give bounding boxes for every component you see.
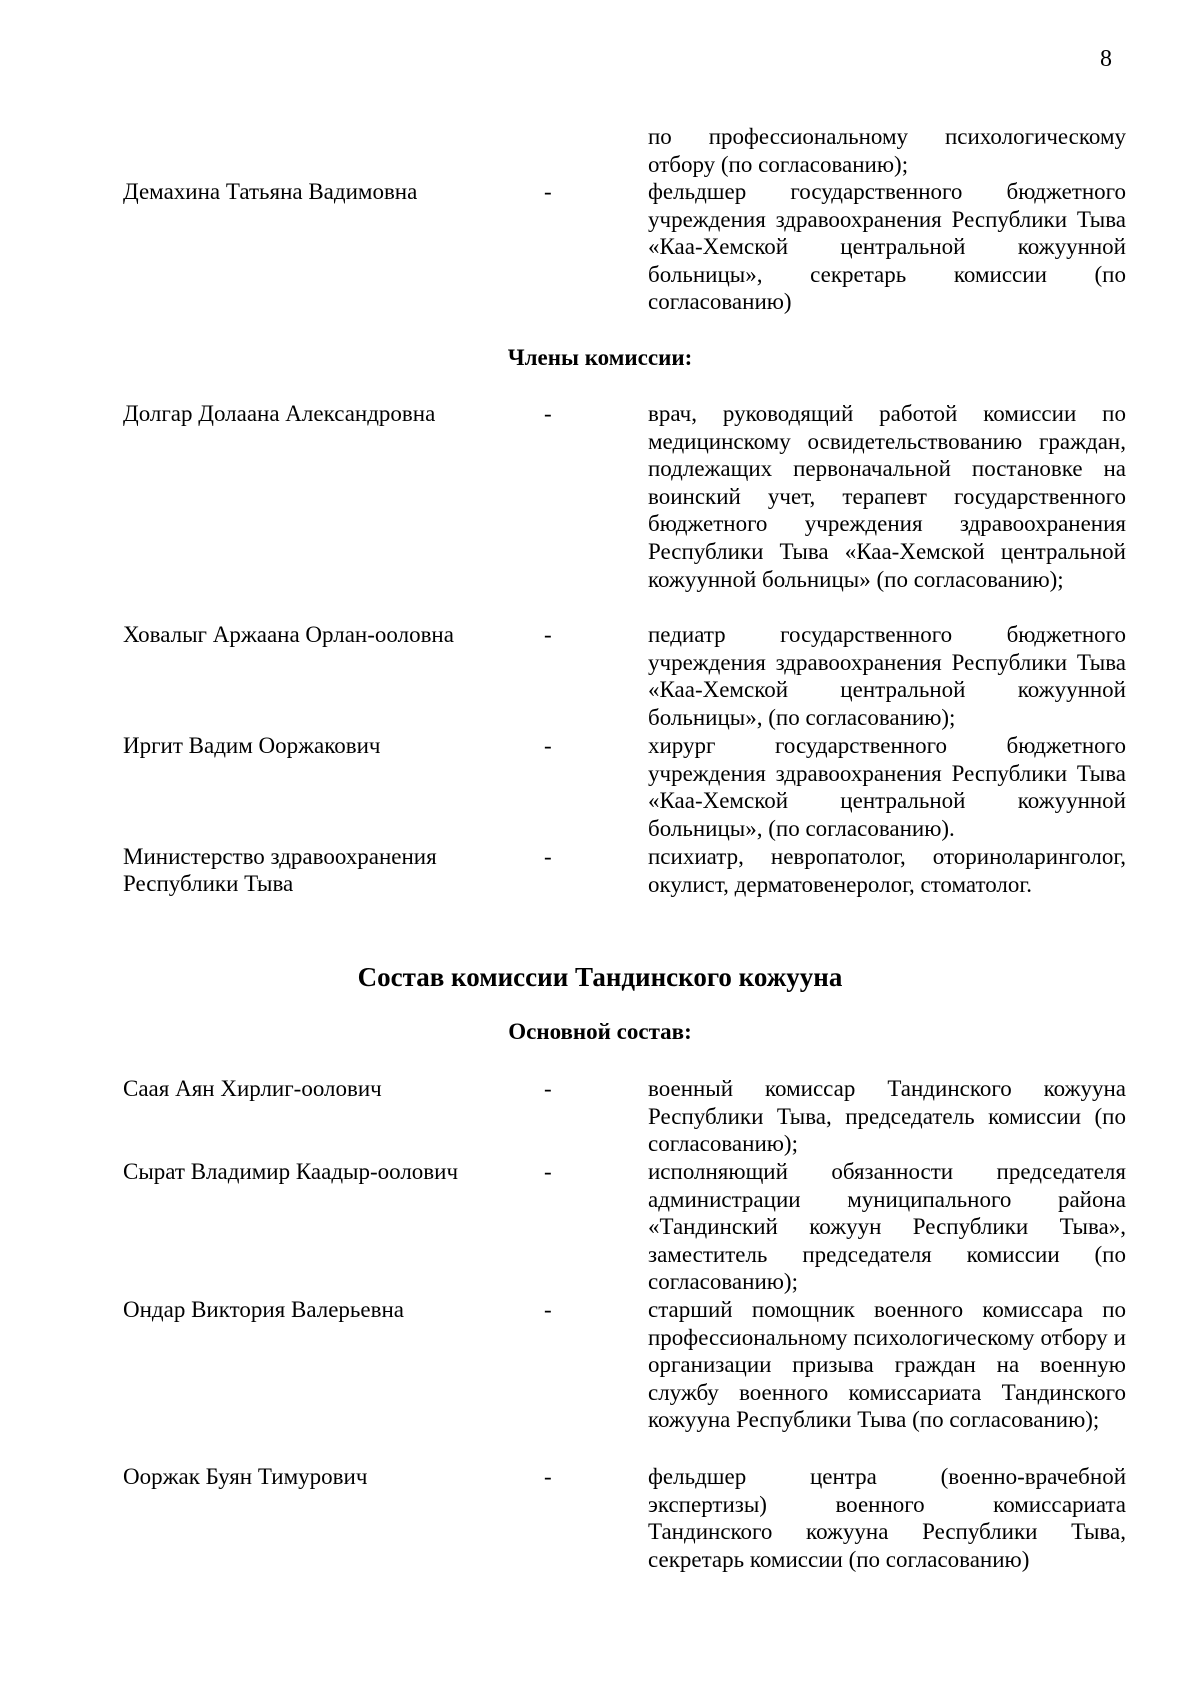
person-role: психиатр, невропатолог, оториноларинголог, окулист, дерматовенеролог, стоматолог.	[648, 844, 1126, 897]
person-role: старший помощник военного комиссара по профессиональному психологическому отбору и организации призыва граждан на военную службу военного комиссариата Тандинского кожууна Республики Тыва (по согласованию);	[648, 1297, 1126, 1433]
person-name: Иргит Вадим Ооржакович	[123, 733, 381, 758]
page-number: 8	[1100, 46, 1112, 72]
dash-separator: -	[544, 622, 552, 647]
person-role: фельдшер государственного бюджетного учреждения здравоохранения Республики Тыва «Каа-Хемской центральной кожуунной больницы», секретарь комиссии (по согласованию)	[648, 179, 1126, 315]
dash-separator: -	[544, 1464, 552, 1489]
person-role: исполняющий обязанности председателя администрации муниципального района «Тандинский кожуун Республики Тыва», заместитель председателя комиссии (по согласованию);	[648, 1159, 1126, 1295]
person-name: Сырат Владимир Каадыр-оолович	[123, 1159, 459, 1184]
organization-name: Министерство здравоохранения Республики Тыва	[123, 844, 437, 896]
main-composition-heading: Основной состав:	[508, 1019, 692, 1044]
person-name: Ооржак Буян Тимурович	[123, 1464, 368, 1489]
dash-separator: -	[544, 1076, 552, 1101]
person-name: Долгар Долаана Александровна	[123, 401, 436, 426]
person-role: фельдшер центра (военно-врачебной экспертизы) военного комиссариата Тандинского кожууна Республики Тыва, секретарь комиссии (по согласованию)	[648, 1464, 1126, 1572]
dash-separator: -	[544, 401, 552, 426]
person-name: Ховалыг Аржаана Орлан-ооловна	[123, 622, 454, 647]
person-role: хирург государственного бюджетного учреждения здравоохранения Республики Тыва «Каа-Хемской центральной кожуунной больницы», (по согласованию).	[648, 733, 1126, 841]
dash-separator: -	[544, 844, 552, 869]
person-role: военный комиссар Тандинского кожууна Республики Тыва, председатель комиссии (по согласованию);	[648, 1076, 1126, 1157]
members-heading: Члены комиссии:	[507, 345, 693, 370]
section-heading: Состав комиссии Тандинского кожууна	[357, 962, 843, 992]
person-role: врач, руководящий работой комиссии по медицинскому освидетельствованию граждан, подлежащих первоначальной постановке на воинский учет, терапевт государственного бюджетного учреждения здравоохранения Республики Тыва «Каа-Хемской центральной кожуунной больницы» (по согласованию);	[648, 401, 1126, 592]
dash-separator: -	[544, 179, 552, 204]
person-name: Демахина Татьяна Вадимовна	[123, 179, 418, 204]
continuation-text: по профессиональному психологическому отбору (по согласованию);	[648, 124, 1126, 177]
person-role: педиатр государственного бюджетного учреждения здравоохранения Республики Тыва «Каа-Хемской центральной кожуунной больницы», (по согласованию);	[648, 622, 1126, 730]
person-name: Ондар Виктория Валерьевна	[123, 1297, 404, 1322]
dash-separator: -	[544, 1297, 552, 1322]
dash-separator: -	[544, 733, 552, 758]
person-name: Саая Аян Хирлиг-оолович	[123, 1076, 382, 1101]
dash-separator: -	[544, 1159, 552, 1184]
